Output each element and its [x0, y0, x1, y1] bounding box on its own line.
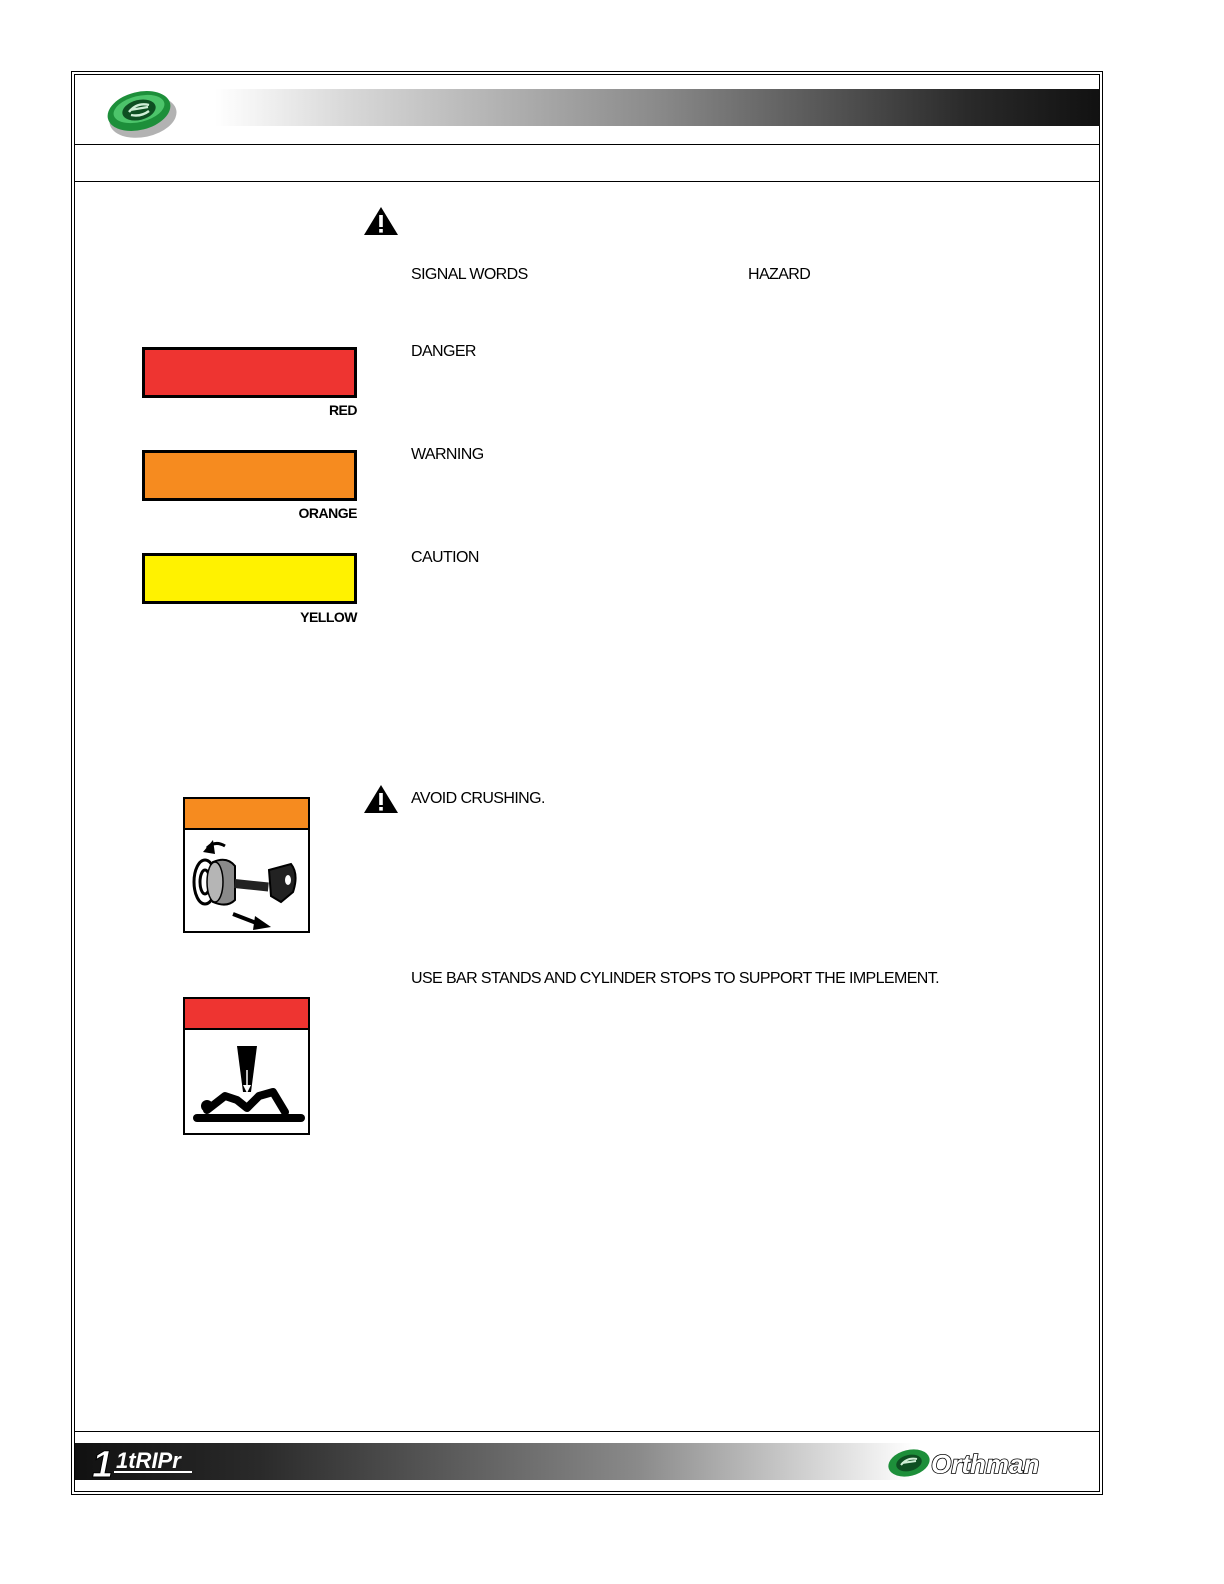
page-inner-frame: [74, 74, 1100, 1492]
decal-red-band: [185, 999, 308, 1030]
safety-alert-icon: [363, 206, 399, 241]
remove-key-decal: [183, 797, 310, 933]
header-rule-bottom: [74, 181, 1100, 182]
product-logo-text: 1tRIPr: [116, 1448, 181, 1473]
signal-words-heading: SIGNAL WORDS: [411, 266, 528, 283]
svg-text:1: 1: [92, 1444, 114, 1480]
warning-color-swatch: [142, 450, 357, 501]
orthman-emblem-icon: [103, 85, 183, 146]
decal-orange-band: [185, 799, 308, 830]
footer-rule: [74, 1431, 1100, 1432]
header-rule-top: [74, 144, 1100, 145]
caution-color-label: YELLOW: [300, 609, 357, 625]
crushed-person-icon: [185, 1030, 308, 1135]
warning-color-label: ORANGE: [298, 505, 357, 521]
crush-hazard-decal: [183, 997, 310, 1135]
caution-color-swatch: [142, 553, 357, 604]
ignition-key-icon: [185, 830, 308, 933]
caution-signal-word: CAUTION: [411, 549, 479, 566]
danger-color-label: RED: [328, 402, 357, 418]
warning-signal-word: WARNING: [411, 446, 484, 463]
safety-alert-icon: [363, 784, 399, 819]
avoid-crushing-text: AVOID CRUSHING.: [411, 790, 545, 807]
product-logo: [92, 1444, 204, 1485]
company-logo: [887, 1446, 1073, 1485]
hazard-heading: HAZARD: [748, 266, 811, 283]
use-bar-stands-text: USE BAR STANDS AND CYLINDER STOPS TO SUPPORT THE IMPLEMENT.: [411, 970, 939, 987]
header-gradient-bar: [215, 89, 1100, 126]
danger-signal-word: DANGER: [411, 343, 476, 360]
company-logo-text: Orthman: [931, 1449, 1040, 1479]
danger-color-swatch: [142, 347, 357, 398]
